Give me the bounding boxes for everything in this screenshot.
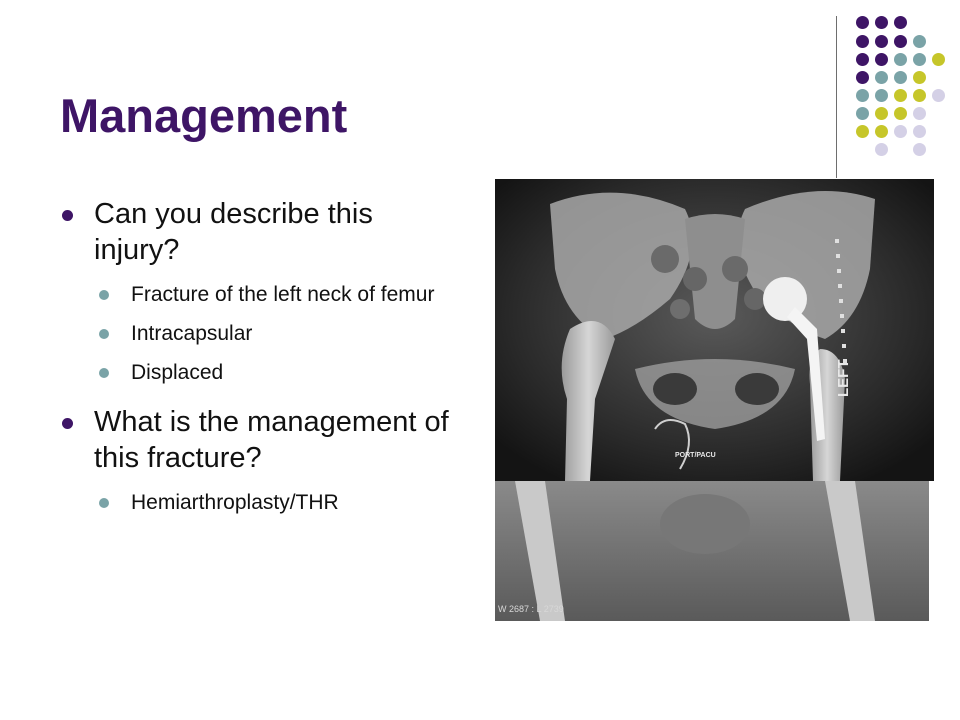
sub-bullet-intracapsular: Intracapsular (60, 319, 460, 349)
slide-title: Management (60, 89, 348, 142)
decor-dot (875, 71, 888, 84)
decor-dot (913, 35, 926, 48)
decor-dot (875, 53, 888, 66)
xray-drawing (495, 179, 934, 621)
decor-dot (875, 16, 888, 29)
decor-dot (894, 107, 907, 120)
decor-dot (932, 89, 945, 102)
decor-dot (856, 125, 869, 138)
decor-dot (875, 89, 888, 102)
decor-dot (875, 143, 888, 156)
bullet-question-describe: Can you describe this injury? (60, 196, 460, 268)
decor-dot (856, 107, 869, 120)
decor-dot (894, 89, 907, 102)
sub-bullet-fracture: Fracture of the left neck of femur (60, 280, 460, 310)
decor-dot (913, 125, 926, 138)
decor-dot (875, 35, 888, 48)
decor-dot (913, 71, 926, 84)
sub-bullet-displaced: Displaced (60, 358, 460, 388)
decor-dot (875, 125, 888, 138)
decor-dot (894, 71, 907, 84)
pelvis-xray-image (495, 179, 934, 621)
xray-side-marker: LEFT (835, 359, 852, 397)
decor-dot (913, 89, 926, 102)
decor-dot (894, 53, 907, 66)
decor-dot (856, 89, 869, 102)
sub-bullet-hemiarthroplasty: Hemiarthroplasty/THR (60, 488, 460, 518)
bullet-question-management: What is the management of this fracture? (60, 404, 460, 476)
xray-window-level: W 2687 : L 2739 (498, 604, 564, 614)
decor-dot (913, 53, 926, 66)
decor-dot (856, 53, 869, 66)
decor-dot (875, 107, 888, 120)
decorative-divider (836, 16, 837, 178)
decor-dot (856, 71, 869, 84)
decor-dot (894, 16, 907, 29)
decor-dot (913, 143, 926, 156)
decor-dot (894, 125, 907, 138)
decor-dot (856, 35, 869, 48)
decor-dot (856, 16, 869, 29)
decor-dot (894, 35, 907, 48)
bullet-list (60, 190, 460, 518)
xray-image-label: PORT/PACU (675, 452, 716, 459)
decor-dot (932, 53, 945, 66)
decor-dot (913, 107, 926, 120)
